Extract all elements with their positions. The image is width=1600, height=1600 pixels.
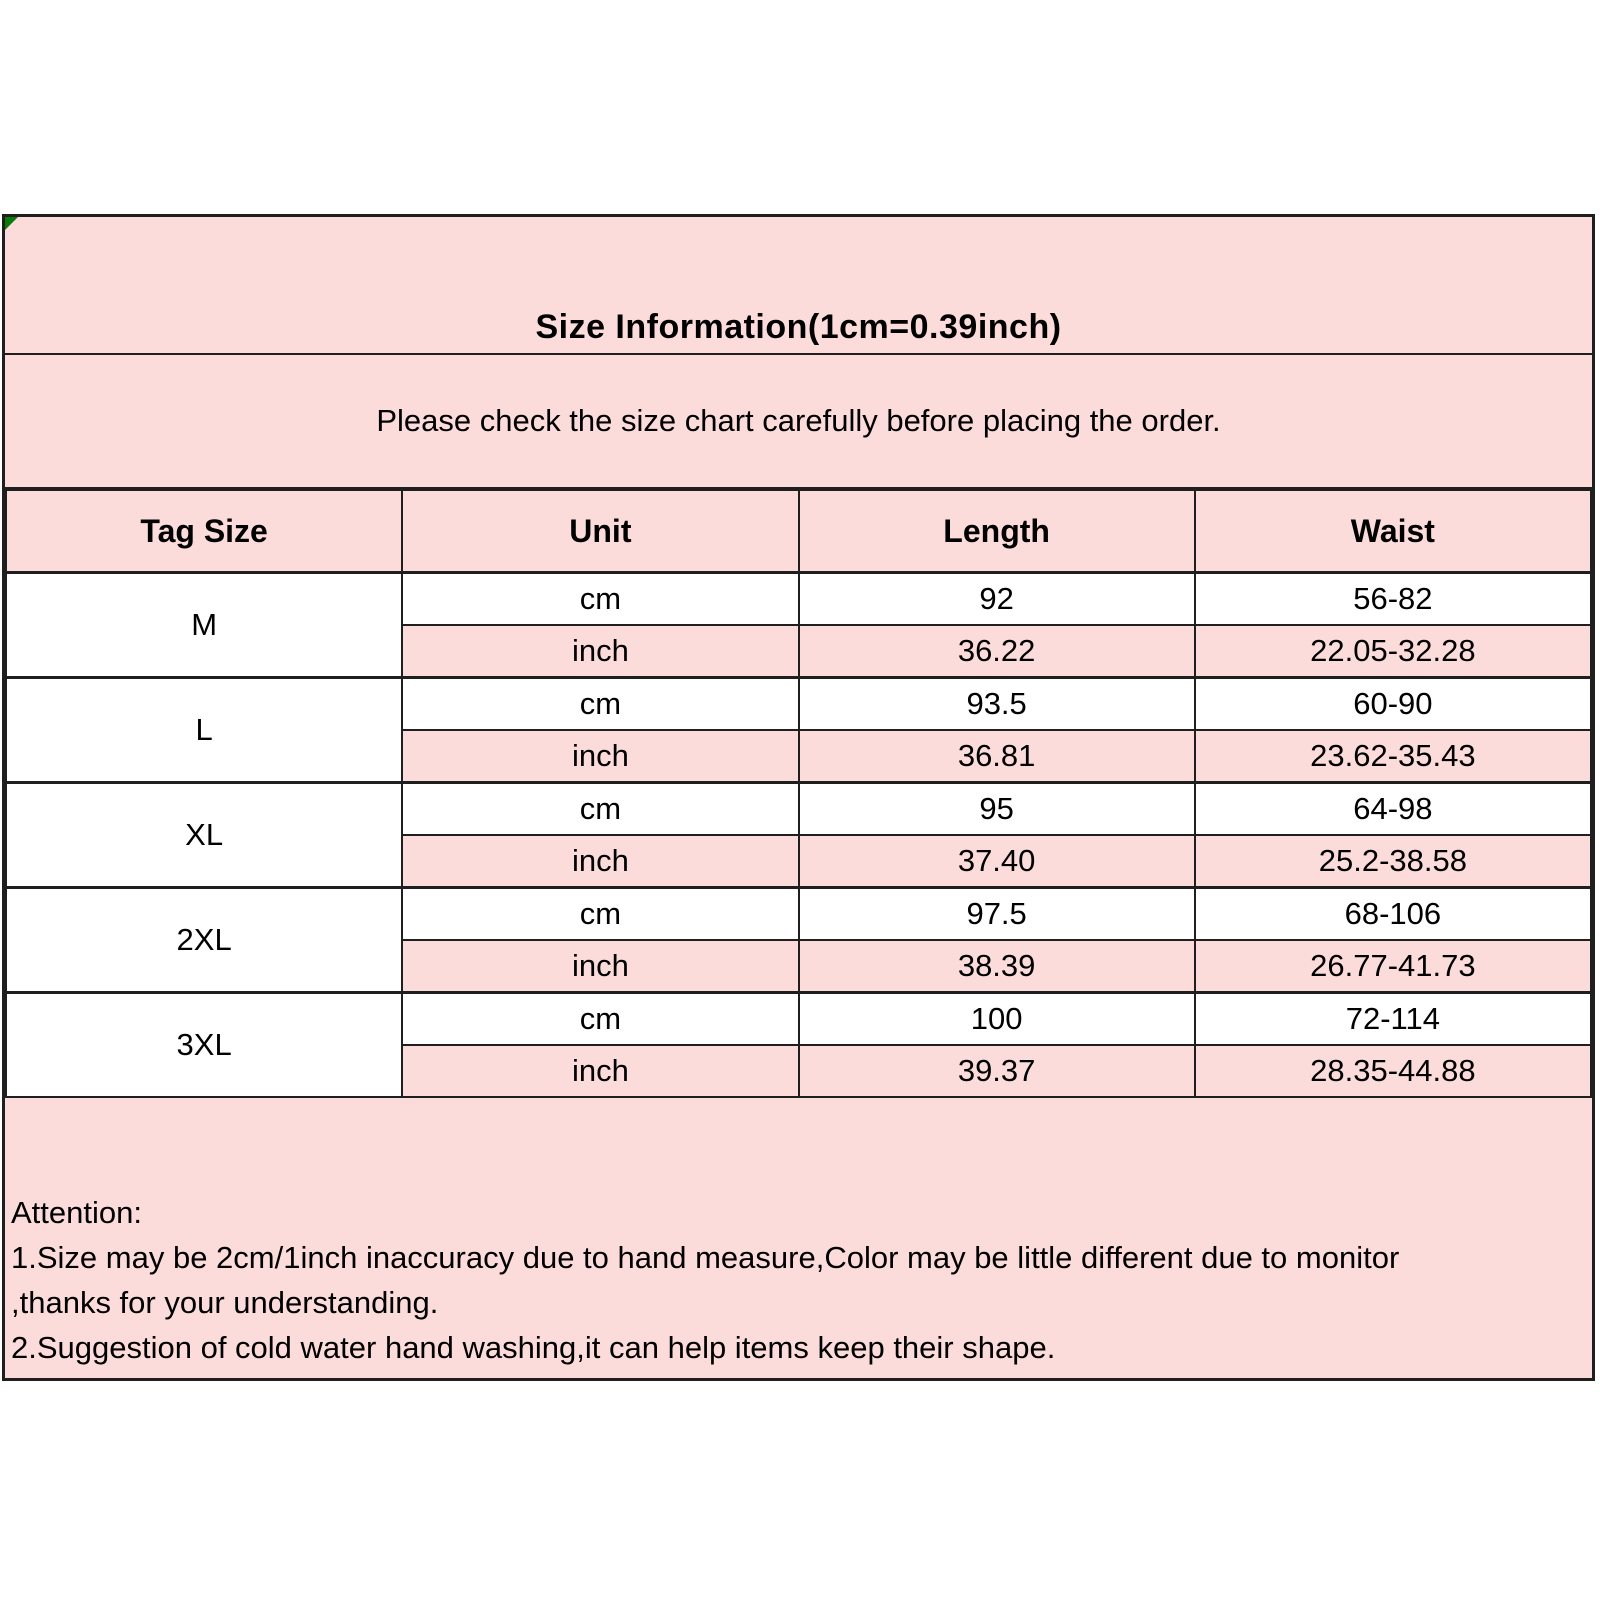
length-cell: 38.39 xyxy=(799,940,1195,993)
waist-cell: 23.62-35.43 xyxy=(1195,730,1591,783)
column-header-tag-size: Tag Size xyxy=(6,490,402,573)
attention-line: ,thanks for your understanding. xyxy=(11,1285,439,1320)
unit-cell: inch xyxy=(402,625,798,678)
length-cell: 36.81 xyxy=(799,730,1195,783)
unit-cell: inch xyxy=(402,1045,798,1097)
length-cell: 37.40 xyxy=(799,835,1195,888)
table-row xyxy=(6,678,1591,731)
waist-cell: 72-114 xyxy=(1195,993,1591,1046)
size-cell: 2XL xyxy=(6,888,402,993)
table-row xyxy=(6,573,1591,626)
column-header-length: Length xyxy=(799,490,1195,573)
unit-cell: cm xyxy=(402,573,798,626)
column-header-unit: Unit xyxy=(402,490,798,573)
attention-section xyxy=(5,1098,1592,1378)
unit-cell: cm xyxy=(402,783,798,836)
unit-cell: cm xyxy=(402,888,798,941)
waist-cell: 60-90 xyxy=(1195,678,1591,731)
size-chart-sheet xyxy=(2,214,1595,1381)
subtitle-row xyxy=(5,355,1592,489)
waist-cell: 56-82 xyxy=(1195,573,1591,626)
waist-cell: 22.05-32.28 xyxy=(1195,625,1591,678)
length-cell: 39.37 xyxy=(799,1045,1195,1097)
attention-line: 2.Suggestion of cold water hand washing,it can help items keep their shape. xyxy=(11,1330,1056,1365)
page-title: Size Information(1cm=0.39inch) xyxy=(535,308,1062,346)
waist-cell: 64-98 xyxy=(1195,783,1591,836)
size-cell: 3XL xyxy=(6,993,402,1098)
length-cell: 97.5 xyxy=(799,888,1195,941)
waist-cell: 26.77-41.73 xyxy=(1195,940,1591,993)
length-cell: 95 xyxy=(799,783,1195,836)
attention-heading: Attention: xyxy=(11,1195,142,1230)
unit-cell: cm xyxy=(402,678,798,731)
table-header-row xyxy=(6,490,1591,573)
size-cell: M xyxy=(6,573,402,678)
unit-cell: inch xyxy=(402,940,798,993)
length-cell: 93.5 xyxy=(799,678,1195,731)
unit-cell: inch xyxy=(402,730,798,783)
length-cell: 92 xyxy=(799,573,1195,626)
waist-cell: 68-106 xyxy=(1195,888,1591,941)
unit-cell: inch xyxy=(402,835,798,888)
length-cell: 36.22 xyxy=(799,625,1195,678)
attention-line: 1.Size may be 2cm/1inch inaccuracy due to hand measure,Color may be little different due to monitor xyxy=(11,1240,1400,1275)
size-cell: L xyxy=(6,678,402,783)
title-row xyxy=(5,217,1592,355)
waist-cell: 25.2-38.58 xyxy=(1195,835,1591,888)
unit-cell: cm xyxy=(402,993,798,1046)
table-row xyxy=(6,888,1591,941)
size-table xyxy=(5,489,1592,1098)
table-row xyxy=(6,993,1591,1046)
waist-cell: 28.35-44.88 xyxy=(1195,1045,1591,1097)
column-header-waist: Waist xyxy=(1195,490,1591,573)
length-cell: 100 xyxy=(799,993,1195,1046)
size-check-notice: Please check the size chart carefully before placing the order. xyxy=(376,403,1221,438)
size-cell: XL xyxy=(6,783,402,888)
spreadsheet-corner-marker-icon xyxy=(5,217,18,230)
table-row xyxy=(6,783,1591,836)
